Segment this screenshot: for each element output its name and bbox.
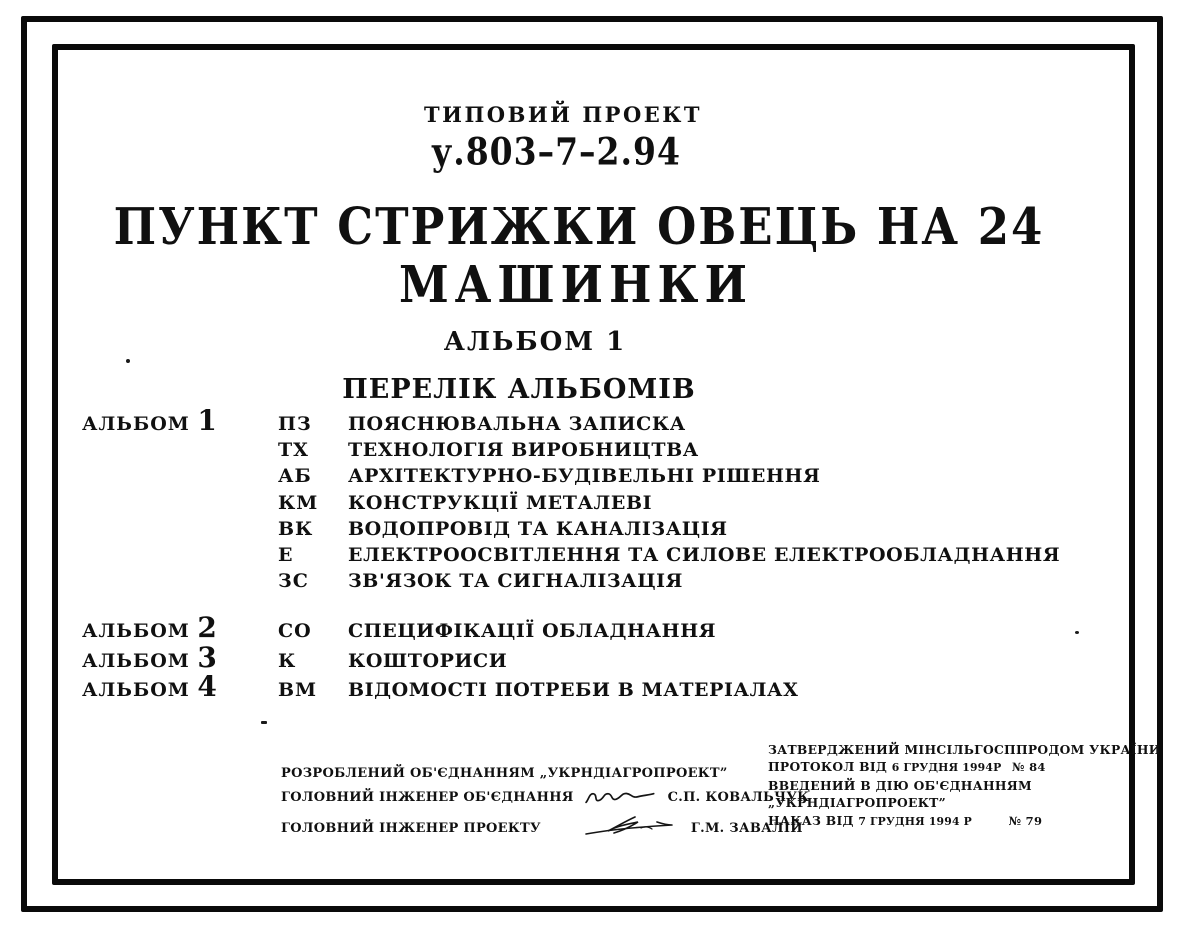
chief-engineer-org-line [281, 785, 810, 809]
order-number: № 79 [1008, 813, 1043, 828]
protocol-date: 6 ГРУДНЯ 1994Р [891, 761, 1002, 775]
protocol-label: ПРОТОКОЛ ВІД [768, 759, 888, 775]
developed-by-line: РОЗРОБЛЕНИЙ ОБ'ЄДНАННЯМ „УКРНДІАГРОПРОЕКТ” [281, 766, 728, 781]
table-row [82, 568, 1092, 594]
album-title: ЗВ'ЯЗОК ТА СИГНАЛІЗАЦІЯ [348, 570, 683, 593]
approved-by-line: ЗАТВЕРДЖЕНИЙ МІНСІЛЬГОСППРОДОМ УКРАЇНИ [768, 742, 1161, 757]
album-code: КМ [278, 491, 319, 514]
album-title: ВОДОПРОВІД ТА КАНАЛІЗАЦІЯ [348, 517, 728, 540]
scan-artifact-dot [126, 359, 130, 363]
table-row [82, 542, 1092, 568]
chief-engineer-org-label: ГОЛОВНИЙ ІНЖЕНЕР ОБ'ЄДНАННЯ [281, 789, 574, 805]
scan-artifact-dot [1075, 631, 1079, 634]
album-heading: АЛЬБОМ 1 [443, 327, 627, 357]
protocol-number: № 84 [1012, 760, 1046, 775]
album-code: ВМ [278, 678, 318, 701]
order-line [768, 812, 1148, 830]
table-row [82, 437, 1092, 463]
chief-engineer-project-label: ГОЛОВНИЙ ІНЖЕНЕР ПРОЕКТУ [281, 821, 541, 837]
protocol-line [768, 758, 1148, 776]
approved-by-block [768, 741, 1161, 830]
album-title: ПОЯСНЮВАЛЬНА ЗАПИСКА [348, 413, 686, 435]
signature-zavaliy [583, 814, 675, 846]
album-code: СО [278, 620, 312, 643]
chief-engineer-org-name: С.П. КОВАЛЬЧУК [667, 789, 810, 805]
document-type-label: ТИПОВИЙ ПРОЕКТ [424, 102, 702, 127]
album-title: ЕЛЕКТРООСВІТЛЕННЯ ТА СИЛОВЕ ЕЛЕКТРООБЛАДНАННЯ [348, 544, 1061, 567]
album-code: ТХ [278, 439, 309, 462]
album-label: АЛЬБОМ 1 [82, 404, 217, 437]
album-label: АЛЬБОМ 2 [82, 611, 217, 645]
album-code: ЗС [278, 570, 309, 593]
table-row [82, 640, 1092, 674]
developed-by-block [281, 763, 810, 840]
albums-list-heading: ПЕРЕЛІК АЛЬБОМІВ [342, 374, 696, 405]
scan-artifact-dash [261, 721, 267, 724]
album-title: ТЕХНОЛОГІЯ ВИРОБНИЦТВА [348, 439, 699, 462]
table-row [82, 490, 1092, 516]
signature-icon [583, 785, 656, 806]
document-title-line2: МАШИНКИ [398, 255, 753, 315]
album-title: КОНСТРУКЦІЇ МЕТАЛЕВІ [348, 491, 653, 514]
table-row [82, 611, 1092, 645]
album-code: ВК [278, 517, 314, 540]
album-label: АЛЬБОМ 3 [82, 640, 217, 674]
album-title: СПЕЦИФІКАЦІЇ ОБЛАДНАННЯ [348, 620, 717, 643]
album-title: АРХІТЕКТУРНО-БУДІВЕЛЬНІ РІШЕННЯ [348, 465, 821, 488]
introduced-line: ВВЕДЕНИЙ В ДІЮ ОБ'ЄДНАННЯМ [768, 777, 1032, 793]
table-row [82, 669, 1092, 703]
album-code: Е [278, 544, 294, 567]
table-row [82, 516, 1092, 542]
chief-engineer-project-name: Г.М. ЗАВАЛІЙ [690, 821, 803, 837]
document-title-line1: ПУНКТ СТРИЖКИ ОВЕЦЬ НА 24 [113, 197, 1045, 257]
chief-engineer-project-line [281, 808, 803, 840]
album-code: ПЗ [278, 413, 312, 435]
album-title: КОШТОРИСИ [348, 649, 508, 672]
order-label: НАКАЗ ВІД [768, 812, 854, 828]
album-label: АЛЬБОМ 4 [82, 669, 217, 703]
organization-name-line: „УКРНДІАГРОПРОЕКТ” [768, 795, 947, 811]
table-row [82, 404, 1092, 437]
table-row [82, 463, 1092, 489]
album-title: ВІДОМОСТІ ПОТРЕБИ В МАТЕРІАЛАХ [348, 678, 799, 701]
album-code: АБ [278, 465, 312, 488]
order-date: 7 ГРУДНЯ 1994 Р [858, 814, 972, 828]
signature-kovalchuk [583, 785, 656, 814]
project-code: у.803–7–2.94 [431, 130, 681, 174]
album-code: К [278, 649, 297, 672]
signature-icon [583, 814, 675, 838]
albums-table [82, 404, 1092, 703]
